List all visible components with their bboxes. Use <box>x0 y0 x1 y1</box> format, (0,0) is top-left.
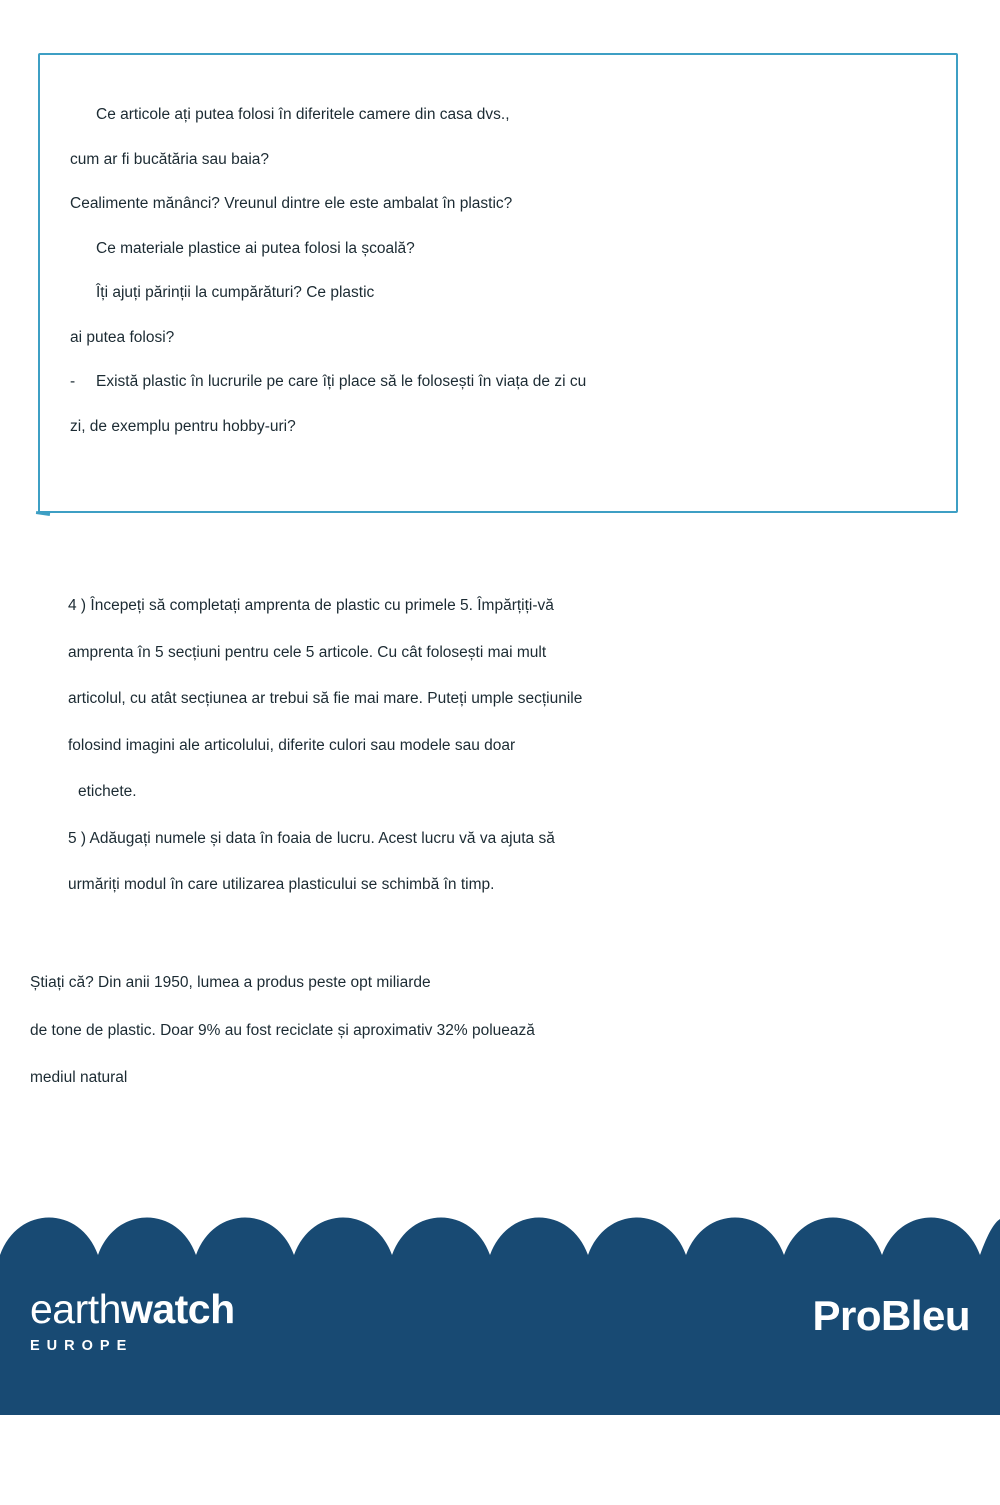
earthwatch-wordmark <box>30 1285 235 1332</box>
instruction-line: articolul, cu atât secțiunea ar trebui să fie mai mare. Puteți umple secțiunile <box>68 690 583 707</box>
instruction-line: amprenta în 5 secțiuni pentru cele 5 articole. Cu cât folosești mai mult <box>68 643 547 661</box>
earthwatch-logo <box>30 1285 235 1354</box>
footer-content <box>0 1195 1000 1415</box>
probleu-wordmark: ProBleu <box>812 1292 970 1339</box>
probleu-logo <box>736 1285 970 1347</box>
instruction-line: 4 ) Începeți să completați amprenta de plastic cu primele 5. Împărțiți-vă <box>68 597 554 614</box>
question-line: zi, de exemplu pentru hobby-uri? <box>70 417 296 435</box>
instructions-block <box>68 598 948 924</box>
instruction-line: urmăriți modul în care utilizarea plasticului se schimbă în timp. <box>68 876 495 893</box>
did-you-know-block <box>30 975 930 1118</box>
fact-line: mediul natural <box>30 1069 128 1086</box>
question-line: Cealimente mănânci? Vreunul dintre ele este ambalat în plastic? <box>70 195 513 212</box>
instruction-line: etichete. <box>78 783 137 800</box>
instruction-line: 5 ) Adăugați numele și data în foaia de lucru. Acest lucru vă va ajuta să <box>68 829 555 847</box>
question-box-content <box>40 55 956 434</box>
fact-line: de tone de plastic. Doar 9% au fost reciclate și aproximativ 32% poluează <box>30 1021 535 1039</box>
question-line: Îți ajuți părinții la cumpărături? Ce plastic <box>96 284 375 301</box>
question-box <box>38 53 958 513</box>
earthwatch-subtitle: EUROPE <box>30 1337 134 1354</box>
fact-line: Știați că? Din anii 1950, lumea a produs peste opt miliarde <box>30 974 431 991</box>
question-line: cum ar fi bucătăria sau baia? <box>70 150 270 168</box>
question-line: Ce articole ați putea folosi în diferitele camere din casa dvs., <box>96 106 510 123</box>
question-line-text: Există plastic în lucrurile pe care îți place să le folosești în viața de zi cu <box>96 373 587 390</box>
instruction-line: folosind imagini ale articolului, diferite culori sau modele sau doar <box>68 736 516 754</box>
question-line: Ce materiale plastice ai putea folosi la școală? <box>96 239 415 257</box>
probleu-wave-logo-icon <box>736 1285 798 1347</box>
dash-bullet: - <box>70 373 76 390</box>
question-line-bulleted <box>70 374 916 390</box>
question-line: ai putea folosi? <box>70 328 175 346</box>
earthwatch-word-light: earth <box>30 1285 121 1332</box>
footer-banner <box>0 1195 1000 1415</box>
earthwatch-word-bold: watch <box>120 1285 235 1332</box>
